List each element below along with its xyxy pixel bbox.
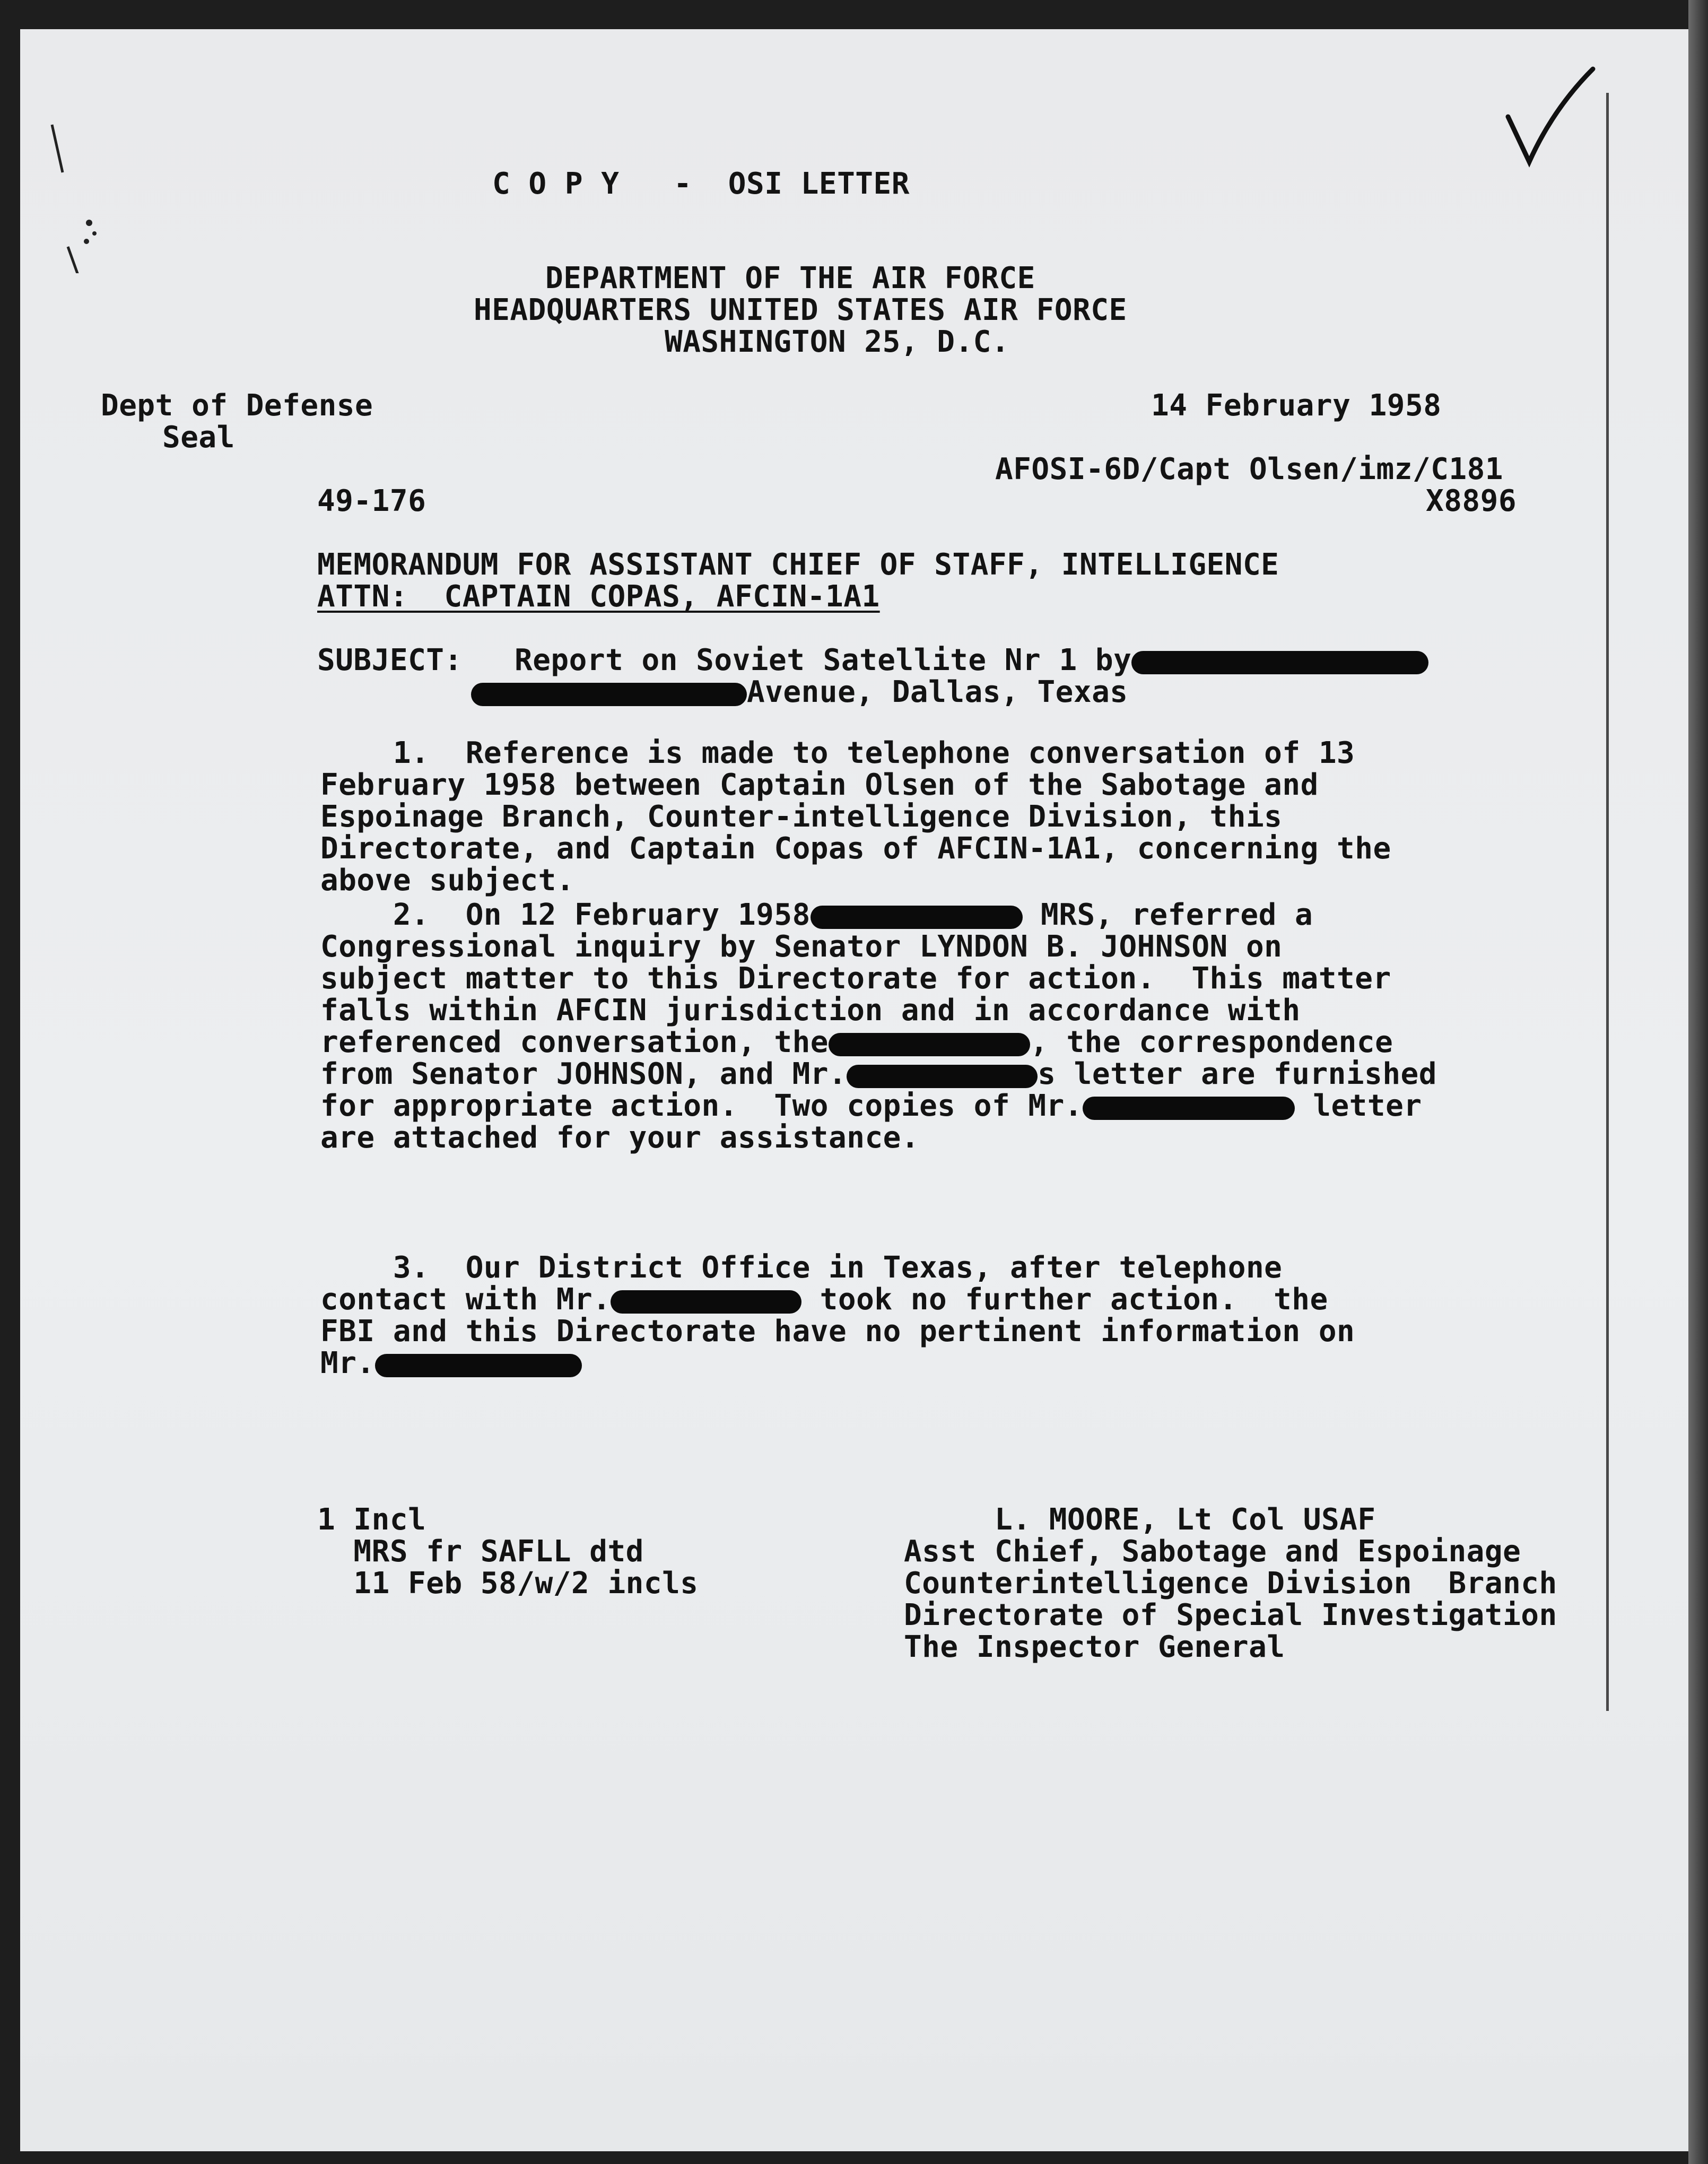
- paragraph-2-line: subject matter to this Directorate for action. This matter: [320, 961, 1391, 996]
- checkmark-icon: [1505, 66, 1596, 172]
- paragraph-2-line: from Senator JOHNSON, and Mr. s letter are furnished: [320, 1057, 1437, 1091]
- redaction: [829, 1033, 1030, 1056]
- paragraph-2-line: referenced conversation, the , the correspondence: [320, 1025, 1393, 1059]
- signature-line: The Inspector General: [904, 1630, 1285, 1664]
- signature-line: Asst Chief, Sabotage and Espoinage: [904, 1534, 1521, 1569]
- office-symbol: AFOSI-6D/Capt Olsen/imz/C181: [995, 452, 1504, 486]
- paragraph-2-line: falls within AFCIN jurisdiction and in accordance with: [320, 993, 1301, 1028]
- paragraph-2-line: 2. On 12 February 1958 MRS, referred a: [320, 898, 1313, 932]
- redaction: [1083, 1097, 1295, 1120]
- margin-marks-icon: [41, 114, 105, 273]
- paragraph-2: [320, 899, 1540, 1154]
- extension: X8896: [1426, 484, 1517, 518]
- paragraph-1-line: Directorate, and Captain Copas of AFCIN-1A1, concerning the: [320, 831, 1391, 866]
- memo-to-line: MEMORANDUM FOR ASSISTANT CHIEF OF STAFF, INTELLIGENCE: [317, 547, 1279, 582]
- redaction: [375, 1354, 582, 1377]
- enclosure-line: MRS fr SAFLL dtd: [317, 1534, 644, 1569]
- letter-date: 14 February 1958: [1151, 388, 1442, 423]
- signature-line: L. MOORE, Lt Col USAF: [904, 1502, 1376, 1537]
- paragraph-2-line: Congressional inquiry by Senator LYNDON B. JOHNSON on: [320, 929, 1283, 964]
- redaction: [471, 683, 747, 706]
- paragraph-3: [320, 1252, 1540, 1379]
- subject-line-2: Avenue, Dallas, Texas: [471, 676, 1128, 708]
- enclosure-line: 1 Incl: [317, 1502, 426, 1537]
- paragraph-3-line: Mr.: [320, 1348, 1540, 1379]
- paragraph-1-line: above subject.: [320, 863, 575, 898]
- subject-label: SUBJECT:: [317, 643, 463, 677]
- paragraph-1-line: February 1958 between Captain Olsen of the Sabotage and: [320, 768, 1319, 802]
- document-page: [20, 29, 1688, 2151]
- paragraph-1-line: 1. Reference is made to telephone conversation of 13: [320, 736, 1355, 770]
- copy-header: C O P Y - OSI LETTER: [492, 167, 910, 201]
- department-line: DEPARTMENT OF THE AIR FORCE: [545, 261, 1035, 296]
- redaction: [611, 1290, 801, 1314]
- signature-line: Directorate of Special Investigation: [904, 1598, 1557, 1632]
- scan-edge: [1688, 0, 1708, 2164]
- attn-line: ATTN: CAPTAIN COPAS, AFCIN-1A1: [317, 579, 880, 614]
- headquarters-line: HEADQUARTERS UNITED STATES AIR FORCE: [474, 293, 1127, 327]
- paragraph-1: [320, 737, 1540, 897]
- seal-label: Dept of Defense: [101, 388, 373, 423]
- subject-line-1: Report on Soviet Satellite Nr 1 by: [515, 645, 1428, 676]
- enclosure-line: 11 Feb 58/w/2 incls: [317, 1566, 699, 1601]
- reference-number: 49-176: [317, 484, 426, 518]
- paragraph-3-line: 3. Our District Office in Texas, after telephone: [320, 1250, 1283, 1285]
- signature-line: Counterintelligence Division Branch: [904, 1566, 1557, 1601]
- paragraph-3-line: FBI and this Directorate have no pertinent information on: [320, 1314, 1355, 1349]
- paragraph-1-line: Espoinage Branch, Counter-intelligence Division, this: [320, 799, 1283, 834]
- redaction: [811, 906, 1023, 929]
- redaction: [847, 1065, 1038, 1088]
- location-line: WASHINGTON 25, D.C.: [665, 325, 1010, 359]
- paragraph-2-line: for appropriate action. Two copies of Mr. letter: [320, 1089, 1422, 1123]
- paragraph-3-line: contact with Mr. took no further action. the: [320, 1282, 1328, 1317]
- paragraph-2-line: are attached for your assistance.: [320, 1120, 920, 1155]
- seal-label-2: Seal: [162, 420, 235, 455]
- page-fold-line: [1606, 93, 1609, 1711]
- redaction: [1131, 651, 1428, 674]
